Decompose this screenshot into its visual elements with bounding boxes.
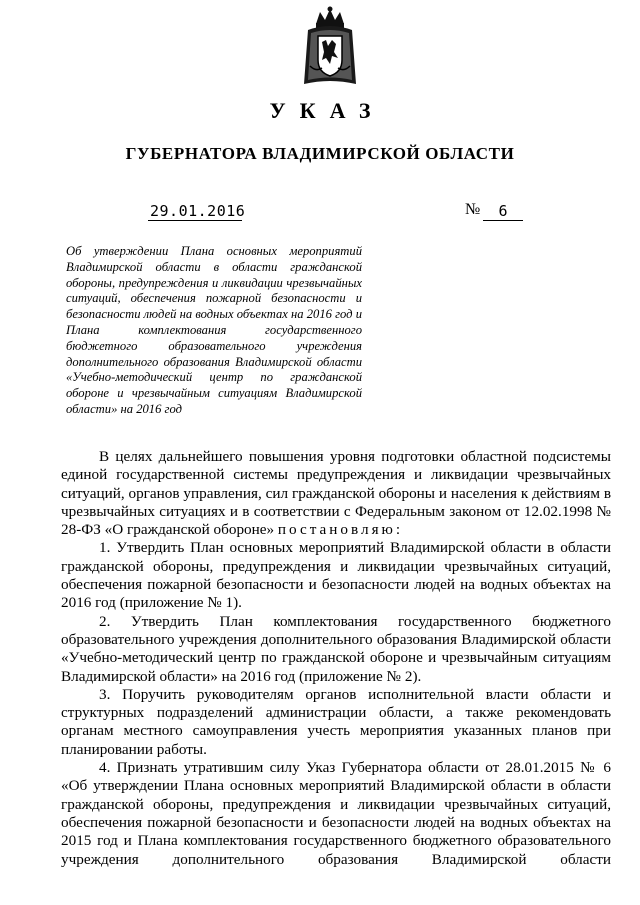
preamble-text: В целях дальнейшего повышения уровня подготовки областной подсистемы единой государственной системы предупреждения и ликвидации чрезвычайных ситуаций, органов управления, сил гражданской обороны и населения к действиям в чрезвычайных ситуациях и в соответствии с Федеральным законом от 12.02.1998 № 28-ФЗ «О гражданской обороне» (61, 448, 611, 539)
document-title: УКАЗ (269, 98, 385, 123)
item-paragraph-1: 1. Утвердить План основных мероприятий Владимирской области в области гражданской обороны, предупреждения и ликвидации чрезвычайных ситуаций, обеспечения пожарной безопасности и безопасности людей на водных объектах на 2016 год (приложение № 1). (61, 539, 611, 612)
item-paragraph-3: 3. Поручить руководителям органов исполнительной власти области и структурных подразделений администрации области, а также рекомендовать органам местного самоуправления учесть мероприятия указанных планов при планировании работы. (61, 685, 611, 758)
document-date: 29.01.2016 (150, 202, 246, 220)
item-paragraph-2: 2. Утвердить План комплектования государственного бюджетного образовательного учреждения дополнительного образования Владимирской области «Учебно-методический центр по гражданской обороне и чрезвычайным ситуациям Владимирской области» на 2016 год (приложение № 2). (61, 612, 611, 685)
document-number-label: № (465, 201, 481, 218)
document-issuer: ГУБЕРНАТОРА ВЛАДИМИРСКОЙ ОБЛАСТИ (125, 144, 515, 163)
decree-word: постановляю: (277, 521, 404, 539)
coat-of-arms-icon (302, 6, 358, 88)
document-caption: Об утверждении Плана основных мероприятий Владимирской области в области гражданской обороны, предупреждения и ликвидации чрезвычайных ситуаций, обеспечения пожарной безопасности и безопасности людей на водных объектах на 2016 год и Плана комплектования государственного бюджетного образовательного учреждения дополнительного образования Владимирской области «Учебно-методический центр по гражданской обороне и чрезвычайным ситуациям Владимирской области» на 2016 год (66, 244, 362, 416)
item-paragraph-4: 4. Признать утратившим силу Указ Губернатора области от 28.01.2015 № 6 «Об утверждении Плана основных мероприятий Владимирской области в области гражданской обороны, предупреждения и ликвидации чрезвычайных ситуаций, обеспечения пожарной безопасности и безопасности людей на водных объектах на 2015 год и Плана комплектования государственного бюджетного образовательного учреждения дополнительного образования Владимирской области (61, 759, 611, 868)
preamble-paragraph (61, 448, 611, 539)
document-body (61, 448, 611, 869)
document-number: 6 (483, 202, 523, 221)
